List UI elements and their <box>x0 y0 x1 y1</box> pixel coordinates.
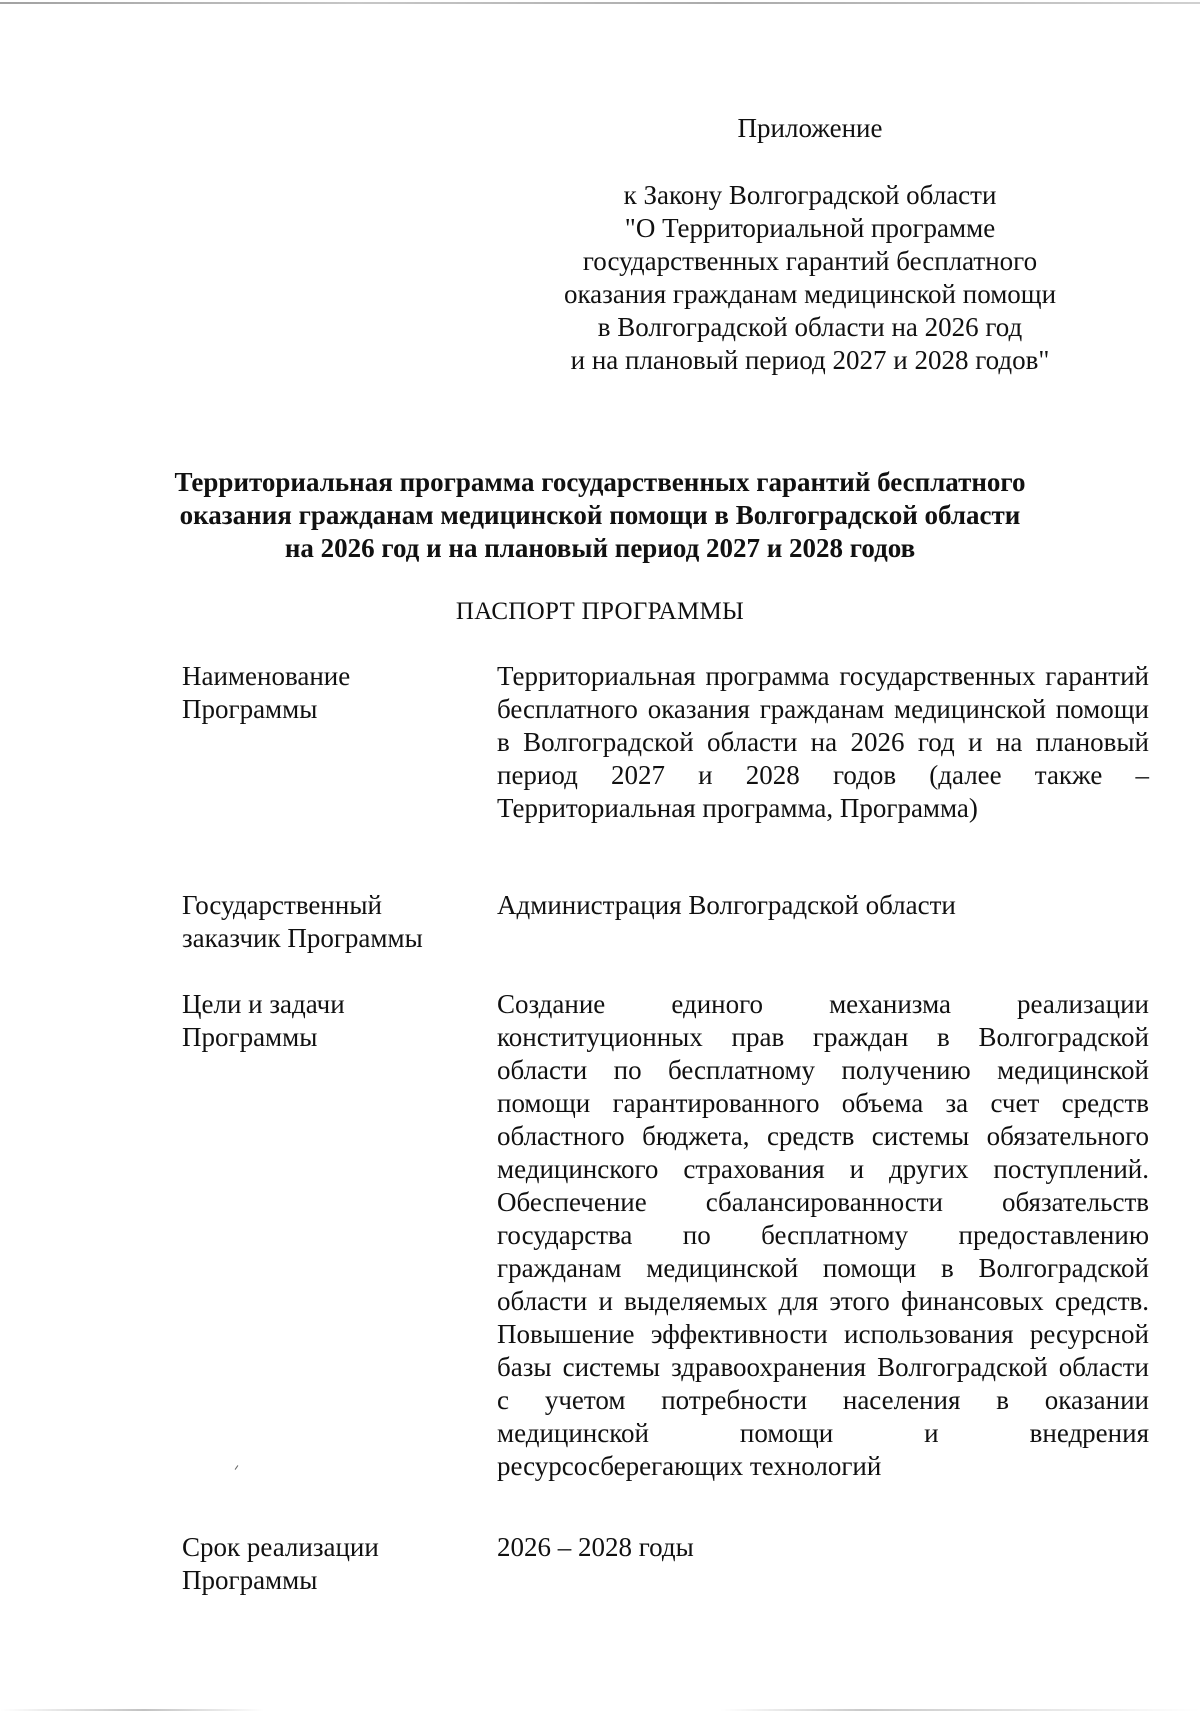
appendix-line: в Волгоградской области на 2026 год <box>597 312 1023 342</box>
label-line: заказчик Программы <box>182 923 423 953</box>
passport-row-goals-value: Создание единого механизма реализации конституционных прав граждан в Волгоградской области по бесплатному получению медицинской помощи гарантированного объема за счет средств областного бюджета, средств системы обязательного медицинского страхования и других поступлений. Обеспечение сбалансированности обязательств государства по бесплатному предоставлению гражданам медицинской помощи в Волгоградской области и выделяемых для этого финансовых средств. Повышение эффективности использования ресурсной базы системы здравоохранения Волгоградской области с учетом потребности населения в оказании медицинской помощи и внедрения ресурсосберегающих технологий <box>497 989 1149 1481</box>
label-line: Программы <box>182 1022 318 1052</box>
passport-row-term-value: 2026 – 2028 годы <box>497 1532 694 1562</box>
passport-heading: ПАСПОРТ ПРОГРАММЫ <box>455 598 745 625</box>
appendix-title: Приложение <box>737 113 883 143</box>
title-line: оказания гражданам медицинской помощи в Волгоградской области <box>179 500 1021 530</box>
label-line: Государственный <box>182 890 382 920</box>
label-line: Цели и задачи <box>182 989 345 1019</box>
scan-edge-bottom <box>0 1709 1200 1711</box>
appendix-line: государственных гарантий бесплатного <box>582 246 1038 276</box>
passport-row-customer-value: Администрация Волгоградской области <box>497 890 956 920</box>
passport-row-customer-label <box>182 889 472 955</box>
appendix-line: оказания гражданам медицинской помощи <box>563 279 1057 309</box>
appendix-body <box>560 179 1060 377</box>
passport-row-goals-label <box>182 988 472 1054</box>
passport-row-name-value: Территориальная программа государственных гарантий бесплатного оказания гражданам медицинской помощи в Волгоградской области на 2026 год и на плановый период 2027 и 2028 годов (далее также – Территориальная программа, Программа) <box>497 661 1149 823</box>
label-line: Срок реализации <box>182 1532 379 1562</box>
appendix-line: к Закону Волгоградской области <box>623 180 997 210</box>
passport-row-term-label <box>182 1531 472 1597</box>
appendix-line: и на плановый период 2027 и 2028 годов" <box>570 345 1050 375</box>
appendix-line: "О Территориальной программе <box>624 213 996 243</box>
passport-row-name-label <box>182 660 472 726</box>
label-line: Программы <box>182 1565 318 1595</box>
document-title <box>150 466 1050 565</box>
label-line: Программы <box>182 694 318 724</box>
title-line: на 2026 год и на плановый период 2027 и 2028 годов <box>284 533 916 563</box>
scan-edge-top <box>0 2 1200 4</box>
title-line: Территориальная программа государственных гарантий бесплатного <box>174 467 1026 497</box>
label-line: Наименование <box>182 661 351 691</box>
scan-speck <box>235 1465 239 1470</box>
